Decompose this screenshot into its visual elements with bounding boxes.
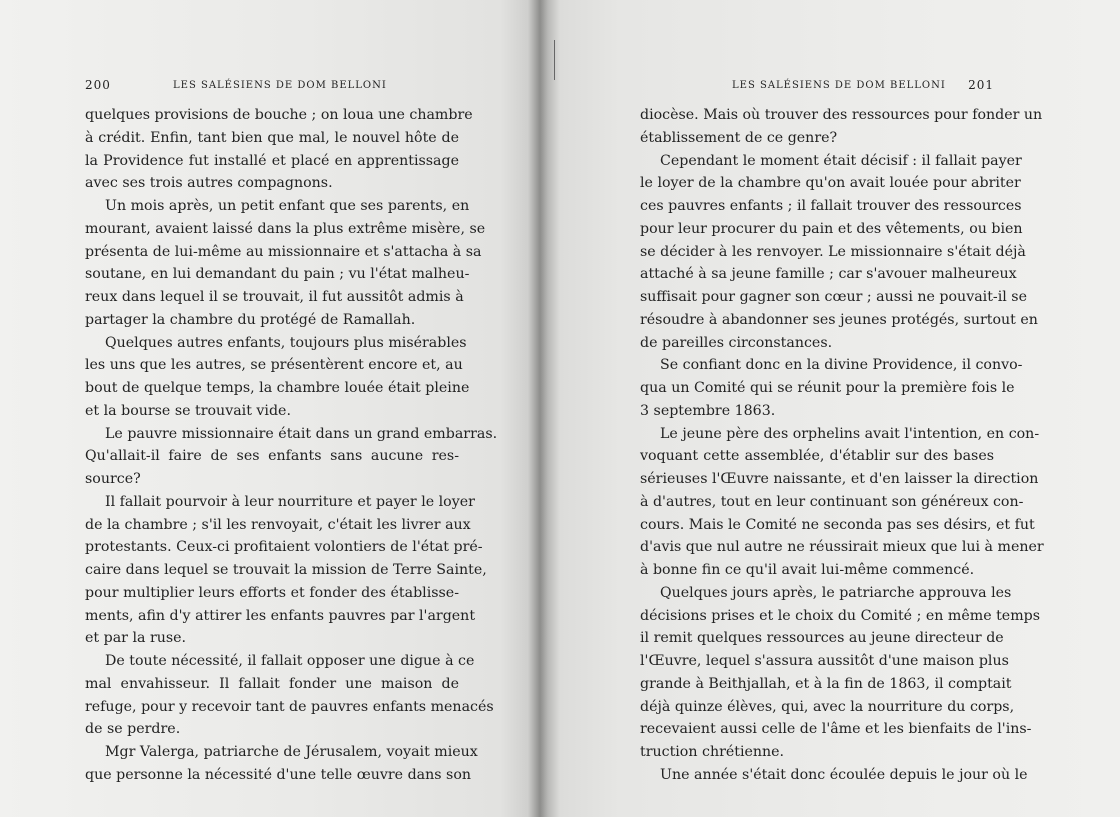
page-body: [85, 104, 498, 787]
text-line: grande à Beithjallah, et à la fin de 1863, il comptait: [640, 675, 1012, 692]
text-line: protestants. Ceux-ci profitaient volontiers de l'état pré-: [85, 539, 483, 556]
text-line: Se confiant donc en la divine Providence, il convo-: [660, 357, 1023, 374]
paragraph: [640, 150, 1038, 355]
text-line: attaché à sa jeune famille ; car s'avouer malheureux: [640, 266, 1017, 283]
page-left: [85, 78, 498, 787]
text-line: que personne la nécessité d'une telle œuvre dans son: [85, 766, 472, 783]
text-line: Un mois après, un petit enfant que ses parents, en: [105, 198, 470, 214]
text-line: qua un Comité qui se réunit pour la première fois le: [640, 380, 1015, 396]
text-line: il remit quelques ressources au jeune directeur de: [640, 630, 1004, 647]
text-line: le loyer de la chambre qu'on avait louée pour abriter: [640, 175, 1021, 192]
text-line: 3 septembre 1863.: [640, 402, 776, 419]
page-number: 201: [968, 78, 994, 92]
paragraph: [640, 104, 1043, 150]
text-line: l'Œuvre, lequel s'assura aussitôt d'une maison plus: [640, 653, 1009, 669]
text-line: bout de quelque temps, la chambre louée était pleine: [85, 380, 470, 396]
running-header: [640, 80, 994, 104]
text-line: caire dans lequel se trouvait la mission de Terre Sainte,: [85, 562, 487, 578]
text-line: de la chambre ; s'il les renvoyait, c'était les livrer aux: [85, 516, 471, 533]
text-line: Il fallait pourvoir à leur nourriture et payer le loyer: [105, 493, 475, 510]
text-line: reux dans lequel il se trouvait, il fut aussitôt admis à: [85, 289, 464, 305]
text-line: avec ses trois autres compagnons.: [85, 175, 333, 192]
text-line: Le pauvre missionnaire était dans un grand embarras.: [105, 425, 498, 442]
text-line: de pareilles circonstances.: [640, 334, 833, 351]
running-title: LES SALÉSIENS DE DOM BELLONI: [173, 80, 387, 91]
text-line: quelques provisions de bouche ; on loua une chambre: [85, 107, 473, 123]
text-line: ces pauvres enfants ; il fallait trouver des ressources: [640, 198, 1022, 214]
paragraph: [85, 423, 498, 491]
text-line: se décider à les renvoyer. Le missionnaire s'était déjà: [640, 243, 1026, 260]
text-line: Une année s'était donc écoulée depuis le jour où le: [660, 766, 1028, 783]
text-line: Quelques autres enfants, toujours plus misérables: [105, 334, 467, 351]
running-title: LES SALÉSIENS DE DOM BELLONI: [732, 80, 946, 91]
paragraph: [640, 354, 1023, 422]
text-line: les uns que les autres, se présentèrent encore et, au: [85, 357, 463, 374]
text-line: et la bourse se trouvait vide.: [85, 402, 291, 419]
running-header: [85, 80, 459, 104]
text-line: de se perdre.: [85, 721, 181, 738]
text-line: résoudre à abandonner ses jeunes protégés, surtout en: [640, 311, 1038, 328]
gutter-mark: [554, 40, 555, 80]
page-right: [640, 78, 1044, 787]
text-line: pour leur procurer du pain et des vêtements, ou bien: [640, 220, 1023, 237]
text-line: voquant cette assemblée, d'établir sur des bases: [640, 448, 994, 465]
paragraph: [640, 582, 1041, 764]
text-line: établissement de ce genre?: [640, 129, 838, 146]
text-line: mal envahisseur. Il fallait fonder une maison de: [85, 675, 459, 692]
paragraph: [85, 332, 470, 423]
page-body: [640, 104, 1044, 787]
paragraph: [85, 491, 487, 650]
text-line: et par la ruse.: [85, 630, 187, 647]
text-line: déjà quinze élèves, qui, avec la nourriture du corps,: [640, 698, 1015, 715]
text-line: à d'autres, tout en leur continuant son généreux con-: [640, 493, 1024, 510]
text-line: cours. Mais le Comité ne seconda pas ses désirs, et fut: [640, 516, 1035, 533]
text-line: soutane, en lui demandant du pain ; vu l'état malheu-: [85, 266, 470, 283]
text-line: décisions prises et le choix du Comité ; en même temps: [640, 607, 1041, 624]
text-line: la Providence fut installé et placé en apprentissage: [85, 152, 459, 169]
text-line: Cependant le moment était décisif : il fallait payer: [660, 152, 1022, 169]
text-line: ments, afin d'y attirer les enfants pauvres par l'argent: [85, 607, 476, 624]
text-line: d'avis que nul autre ne réussirait mieux que lui à mener: [640, 539, 1044, 556]
text-line: partager la chambre du protégé de Ramallah.: [85, 311, 416, 328]
text-line: Mgr Valerga, patriarche de Jérusalem, voyait mieux: [105, 744, 478, 760]
text-line: source?: [85, 471, 141, 487]
paragraph: [85, 650, 494, 741]
paragraph: [85, 195, 486, 332]
text-line: diocèse. Mais où trouver des ressources pour fonder un: [640, 107, 1043, 123]
text-line: présenta de lui-même au missionnaire et s'attacha à sa: [85, 243, 482, 260]
text-line: recevaient aussi celle de l'âme et les bienfaits de l'ins-: [640, 721, 1032, 738]
paragraph: [85, 741, 478, 787]
text-line: à crédit. Enfin, tant bien que mal, le nouvel hôte de: [85, 129, 459, 146]
text-line: Qu'allait-il faire de ses enfants sans aucune res-: [85, 448, 459, 465]
text-line: Quelques jours après, le patriarche approuva les: [660, 584, 1012, 601]
paragraph: [85, 104, 473, 195]
text-line: sérieuses l'Œuvre naissante, et d'en laisser la direction: [640, 471, 1039, 487]
text-line: suffisait pour gagner son cœur ; aussi ne pouvait-il se: [640, 289, 1027, 305]
text-line: truction chrétienne.: [640, 744, 785, 760]
text-line: refuge, pour y recevoir tant de pauvres enfants menacés: [85, 698, 494, 715]
text-line: De toute nécessité, il fallait opposer une digue à ce: [105, 653, 475, 669]
paragraph: [640, 423, 1044, 582]
text-line: Le jeune père des orphelins avait l'intention, en con-: [660, 425, 1040, 442]
text-line: à bonne fin ce qu'il avait lui-même commencé.: [640, 562, 975, 578]
paragraph: [640, 764, 1028, 787]
page-number: 200: [85, 78, 111, 92]
text-line: pour multiplier leurs efforts et fonder des établisse-: [85, 584, 459, 601]
text-line: mourant, avaient laissé dans la plus extrême misère, se: [85, 220, 486, 237]
